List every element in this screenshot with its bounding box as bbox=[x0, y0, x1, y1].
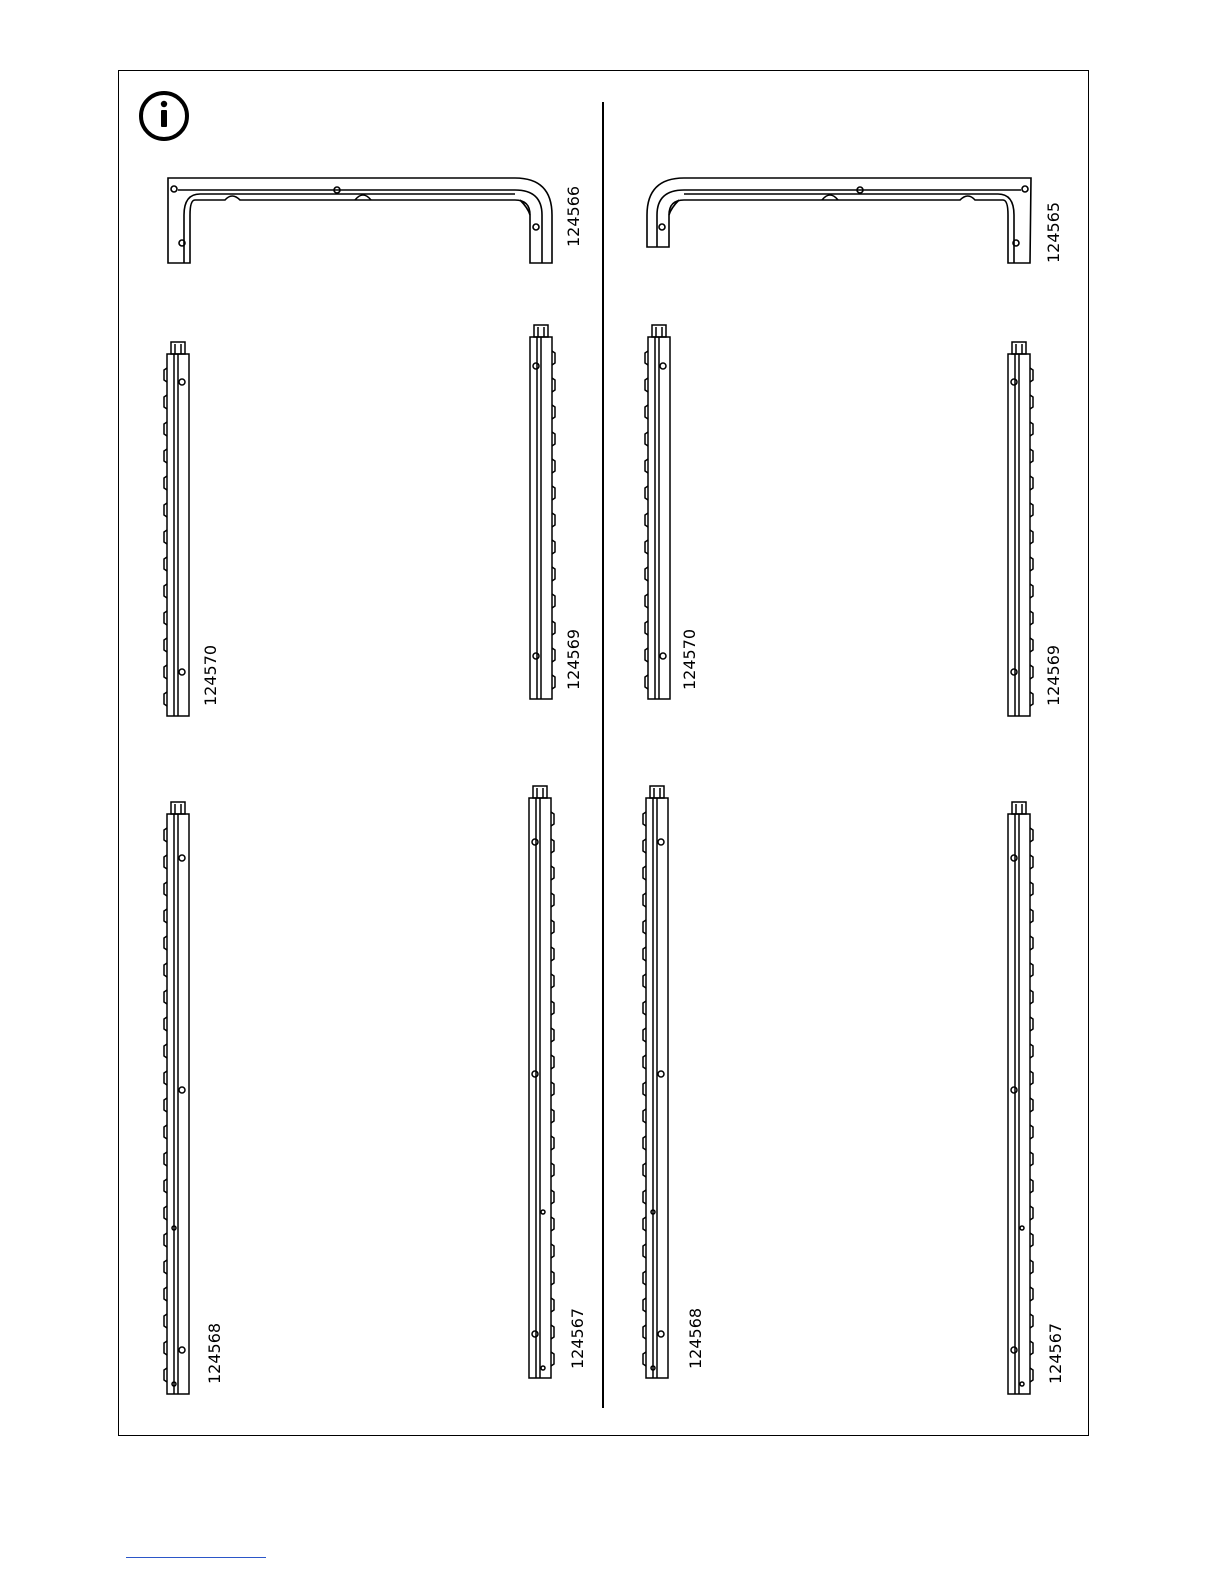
part-code-post-left-2: 124569 bbox=[564, 628, 583, 690]
part-code-post-right-1: 124570 bbox=[680, 628, 699, 690]
diagram-frame bbox=[118, 70, 1089, 1436]
part-code-post-left-1: 124570 bbox=[201, 644, 220, 706]
part-code-post-right-2: 124569 bbox=[1044, 644, 1063, 706]
part-code-post-right-3: 124568 bbox=[686, 1307, 705, 1369]
part-code-post-right-4: 124567 bbox=[1046, 1322, 1065, 1384]
footer-rule bbox=[126, 1557, 266, 1558]
part-code-post-left-4: 124567 bbox=[568, 1307, 587, 1369]
panel-divider bbox=[602, 102, 604, 1408]
part-code-top-rail-right: 124565 bbox=[1044, 201, 1063, 263]
part-code-top-rail-left: 124566 bbox=[564, 185, 583, 247]
part-code-post-left-3: 124568 bbox=[205, 1322, 224, 1384]
